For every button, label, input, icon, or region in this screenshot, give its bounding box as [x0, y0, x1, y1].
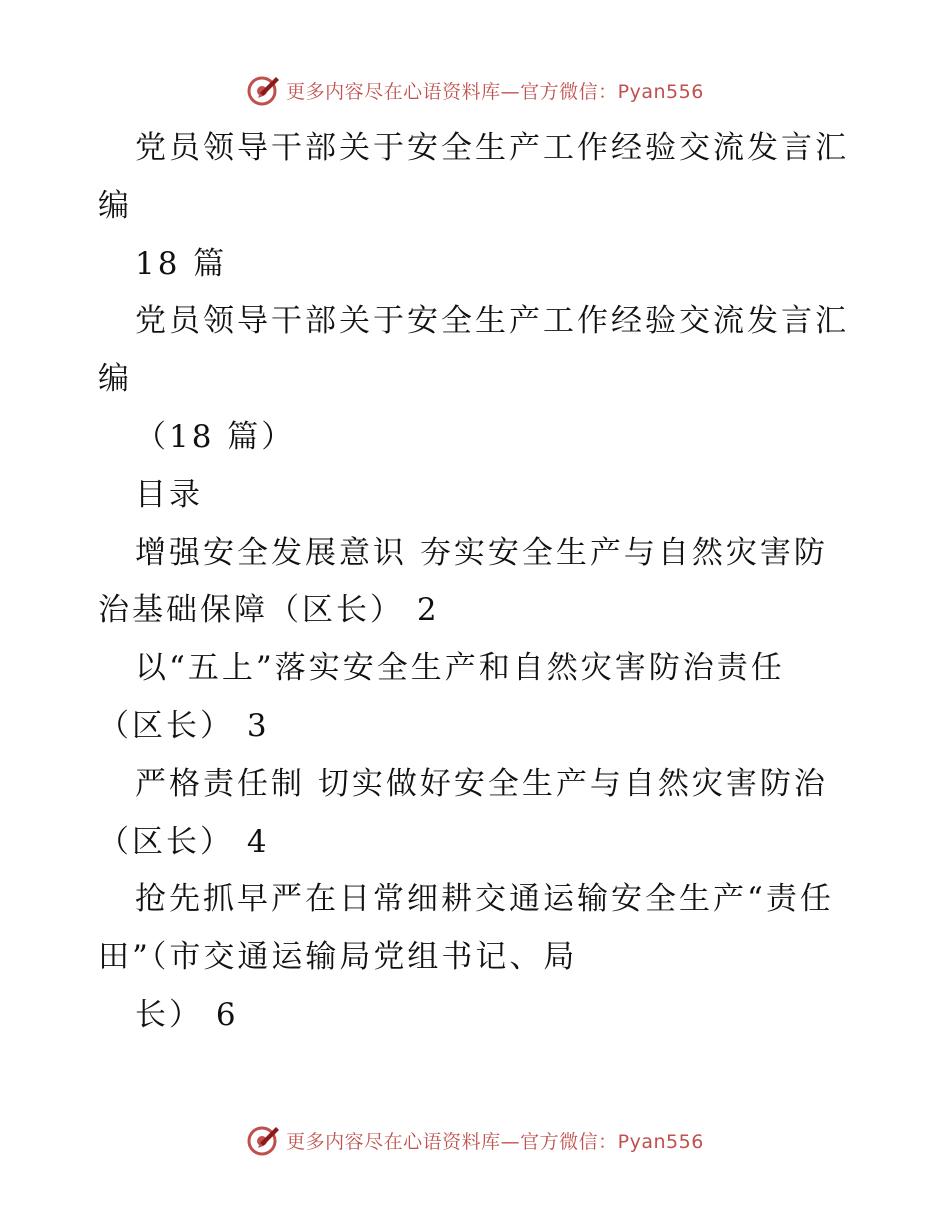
- footer-banner: [0, 1120, 950, 1160]
- count-line-paren: （18 篇）: [135, 418, 296, 455]
- toc-entry-4-line-2: 田”（市交通运输局党组书记、局: [98, 939, 578, 976]
- toc-heading: 目录: [135, 476, 203, 513]
- title-line-2: 编: [98, 187, 132, 224]
- subtitle-line-2: 编: [98, 361, 132, 398]
- toc-entry-4-line-3: 长） 6: [135, 996, 239, 1033]
- footer-banner-text: 更多内容尽在心语资料库—官方微信：Pyan556: [286, 1130, 704, 1153]
- document-body: [98, 120, 858, 1045]
- title-line-1: 党员领导干部关于安全生产工作经验交流发言汇: [135, 130, 849, 166]
- toc-entry-1-line-1: 增强安全发展意识 夯实安全生产与自然灾害防: [135, 534, 828, 571]
- header-banner-text: 更多内容尽在心语资料库—官方微信：Pyan556: [286, 80, 704, 103]
- toc-entry-3-line-2: （区长） 4: [98, 823, 270, 860]
- pen-logo-icon: [246, 1123, 280, 1157]
- subtitle-line-1: 党员领导干部关于安全生产工作经验交流发言汇: [135, 303, 849, 340]
- toc-entry-2-line-2: （区长） 3: [98, 707, 270, 744]
- header-banner: [0, 70, 950, 110]
- toc-entry-4-line-1: 抢先抓早严在日常细耕交通运输安全生产“责任: [135, 881, 834, 918]
- toc-entry-3-line-1: 严格责任制 切实做好安全生产与自然灾害防治: [135, 765, 828, 802]
- toc-entry-2-line-1: 以“五上”落实安全生产和自然灾害防治责任: [135, 650, 785, 687]
- toc-entry-1-line-2: 治基础保障（区长） 2: [98, 592, 440, 629]
- count-line: 18 篇: [135, 245, 228, 282]
- pen-logo-icon: [246, 73, 280, 107]
